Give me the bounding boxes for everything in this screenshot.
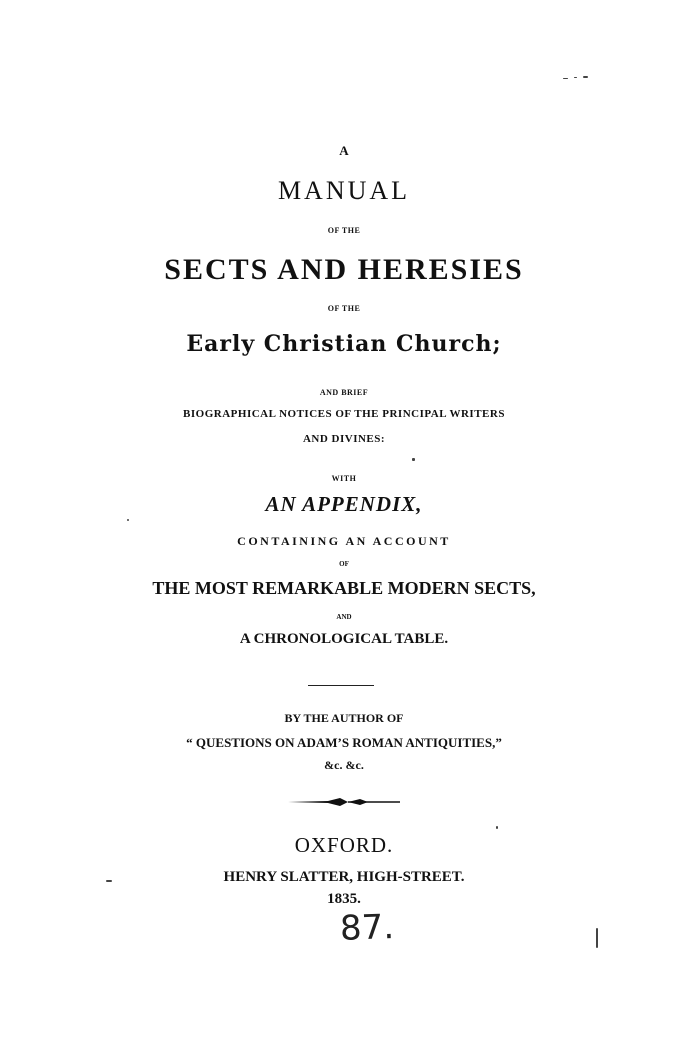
biographical-notices: BIOGRAPHICAL NOTICES OF THE PRINCIPAL WRITERS xyxy=(183,408,505,420)
article-a: A xyxy=(339,143,349,158)
divider-rule xyxy=(308,685,374,686)
publisher: HENRY SLATTER, HIGH-STREET. xyxy=(223,869,465,885)
of-the-1: OF THE xyxy=(327,226,361,235)
of-the-2: OF THE xyxy=(327,304,361,313)
speck xyxy=(574,77,577,78)
speck xyxy=(563,78,568,79)
an-appendix: AN APPENDIX, xyxy=(265,492,423,516)
handwritten-shelfmark: 87. xyxy=(339,907,395,949)
ornamental-rule-icon xyxy=(288,794,400,810)
of: OF xyxy=(339,560,349,568)
by-the-author: BY THE AUTHOR OF xyxy=(284,711,404,725)
speck xyxy=(412,458,415,461)
and-brief: AND BRIEF xyxy=(319,388,369,397)
title-manual: MANUAL xyxy=(277,176,411,205)
year: 1835. xyxy=(327,891,361,907)
and: AND xyxy=(336,613,352,621)
speck xyxy=(127,519,129,521)
modern-sects: THE MOST REMARKABLE MODERN SECTS, xyxy=(152,578,536,598)
chronological-table: A CHRONOLOGICAL TABLE. xyxy=(239,631,449,647)
speck xyxy=(583,76,588,78)
and-divines: AND DIVINES: xyxy=(302,433,386,445)
etc: &c. &c. xyxy=(324,758,364,772)
margin-mark xyxy=(596,928,598,948)
speck xyxy=(496,826,498,829)
title-sects-heresies: SECTS AND HERESIES xyxy=(164,253,524,286)
speck xyxy=(106,880,112,882)
containing-an-account: CONTAINING AN ACCOUNT xyxy=(237,534,451,548)
with: WITH xyxy=(331,474,357,483)
city-oxford: OXFORD. xyxy=(294,833,394,857)
questions-adams-antiquities: “ QUESTIONS ON ADAM’S ROMAN ANTIQUITIES,” xyxy=(186,735,502,750)
title-early-christian-church: Early Christian Church; xyxy=(186,331,502,357)
